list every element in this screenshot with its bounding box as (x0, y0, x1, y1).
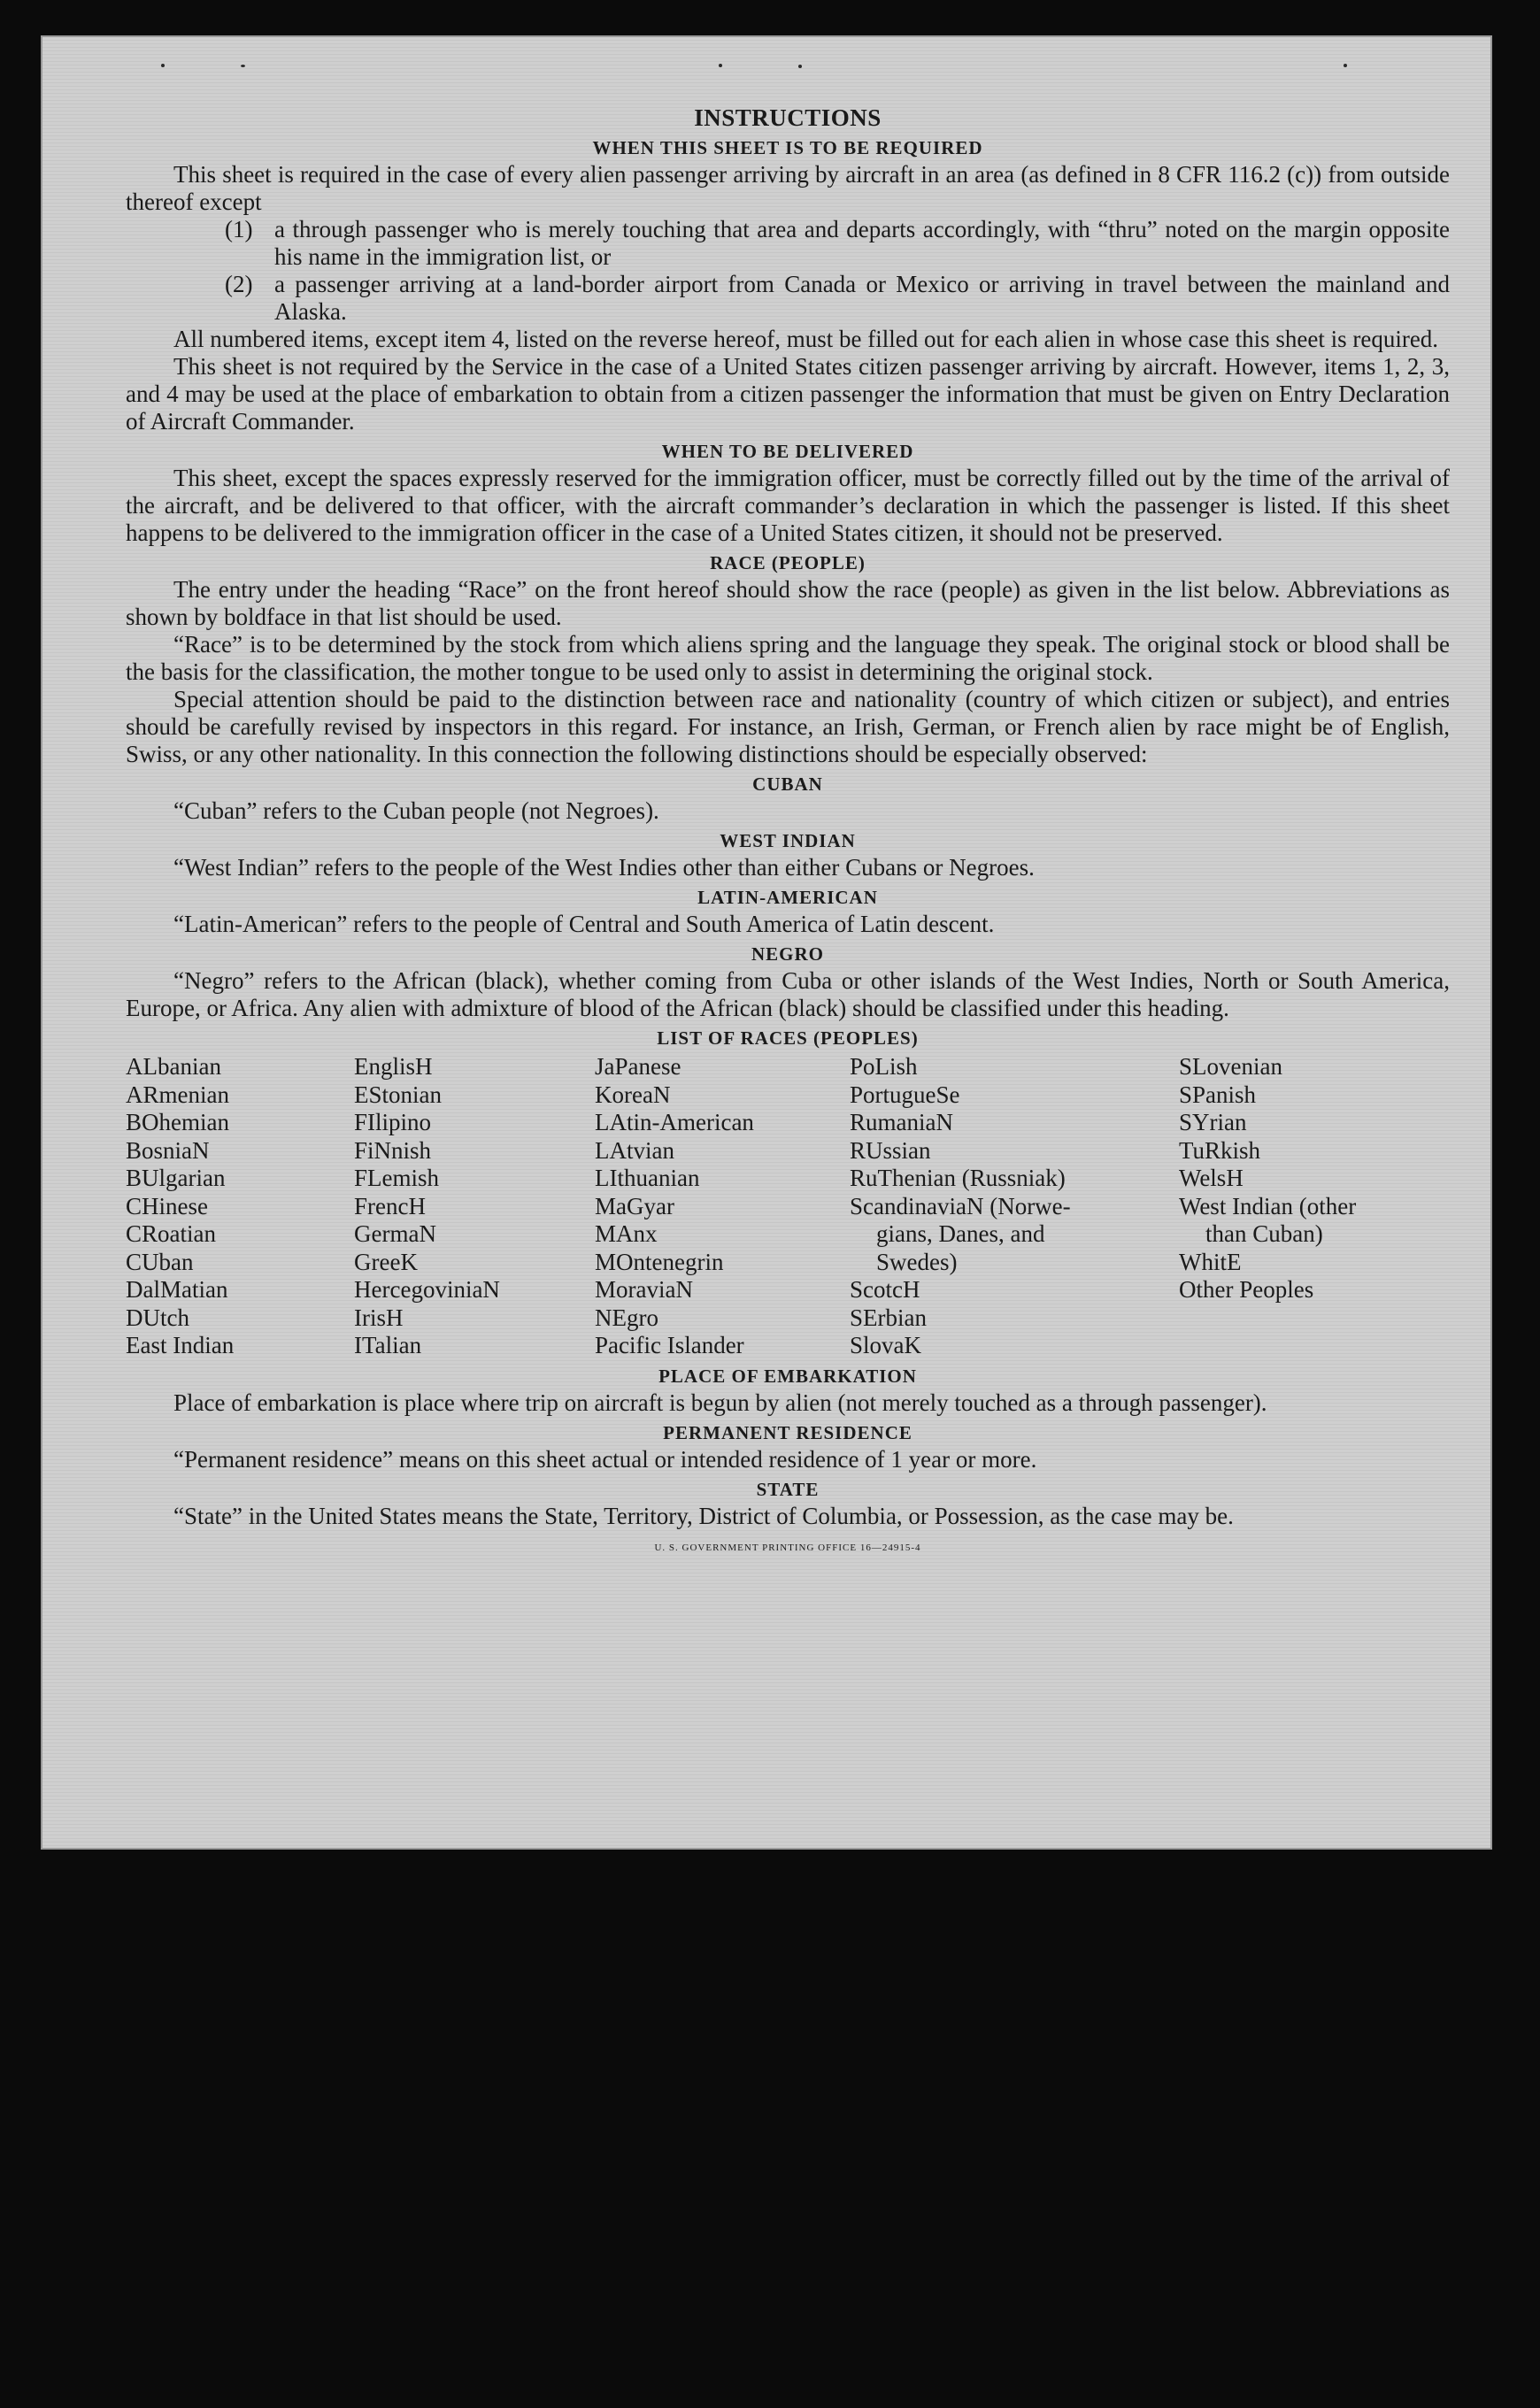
race-entry: DUtch (126, 1304, 189, 1331)
race-column (850, 1053, 1179, 1360)
race-entry: GreeK (354, 1248, 418, 1275)
race-entry: FIlipino (354, 1109, 432, 1135)
race-entry: PoLish (850, 1053, 918, 1080)
item-text: a passenger arriving at a land-border airport from Canada or Mexico or arriving in travel between the mainland and Alaska. (274, 271, 1450, 325)
race-entry: EnglisH (354, 1053, 433, 1080)
race-entry: CHinese (126, 1192, 208, 1219)
race-entry: SlovaK (850, 1332, 921, 1358)
race-entry: WelsH (1179, 1165, 1244, 1191)
heading-permanent-residence: PERMANENT RESIDENCE (663, 1421, 912, 1443)
heading-negro: NEGRO (751, 943, 824, 965)
heading-embarkation: PLACE OF EMBARKATION (658, 1365, 917, 1387)
race-entry: FLemish (354, 1165, 440, 1191)
intro-paragraph: This sheet is required in the case of every alien passenger arriving by aircraft in an area (as defined in 8 CFR 116.2 (c)) from outside thereof except (126, 161, 1450, 215)
negro-paragraph: “Negro” refers to the African (black), whether coming from Cuba or other islands of the West Indies, North or South America, Europe, or Africa. Any alien with admixture of blood of the African (black) should be classified under this heading. (126, 967, 1450, 1021)
race-entry: RumaniaN (850, 1109, 953, 1135)
race-paragraph-3: Special attention should be paid to the distinction between race and nationality (country of which citizen or subject), and entries should be carefully revised by inspectors in this regard. For instance, an Irish, German, or French alien by race might be of English, Swiss, or any other nationality. In this connection the following distinctions should be especially observed: (126, 686, 1450, 767)
heading-race: RACE (PEOPLE) (710, 552, 866, 573)
race-column (1179, 1053, 1450, 1360)
race-entry: EStonian (354, 1081, 442, 1108)
citizen-paragraph: This sheet is not required by the Service in the case of a United States citizen passenger arriving by aircraft. However, items 1, 2, 3, and 4 may be used at the place of embarkation to obtain from a citizen passenger the information that must be given on Entry Declaration of Aircraft Commander. (126, 353, 1450, 435)
west-indian-paragraph: “West Indian” refers to the people of the West Indies other than either Cubans or Negroes. (173, 854, 1035, 881)
race-entry: LAtvian (595, 1136, 674, 1164)
heading-west-indian: WEST INDIAN (720, 830, 856, 851)
race-entry: MoraviaN (595, 1276, 693, 1303)
heading-list-of-races: LIST OF RACES (PEOPLES) (657, 1027, 919, 1049)
race-column (595, 1053, 850, 1360)
item-number: (2) (225, 271, 253, 297)
race-entry: RuThenian (Russniak) (850, 1165, 1066, 1191)
race-entry: CRoatian (126, 1220, 216, 1247)
exception-item (126, 271, 1450, 326)
race-entry: CUban (126, 1248, 194, 1275)
race-entry: East Indian (126, 1332, 235, 1358)
race-entry: JaPanese (595, 1053, 681, 1080)
heading-cuban: CUBAN (752, 773, 823, 795)
race-entry: ScandinaviaN (Norwe- (850, 1192, 1071, 1219)
race-entry: FiNnish (354, 1136, 432, 1164)
race-entry: HercegoviniaN (354, 1276, 500, 1303)
race-entry: LAtin-American (595, 1109, 754, 1135)
embarkation-paragraph: Place of embarkation is place where trip on aircraft is begun by alien (not merely touched as a through passenger). (173, 1389, 1267, 1416)
race-column (126, 1053, 354, 1360)
race-entry: GermaN (354, 1220, 436, 1247)
race-entry: MaGyar (595, 1192, 674, 1219)
item-number: (1) (225, 216, 253, 242)
race-entry: TuRkish (1179, 1136, 1261, 1164)
instructions-body (126, 104, 1450, 1553)
heading-state: STATE (756, 1478, 820, 1500)
race-paragraph-2: “Race” is to be determined by the stock from which aliens spring and the language they speak. The original stock or blood shall be the basis for the classification, the mother tongue to be used only to assist in determining the original stock. (126, 631, 1450, 685)
residence-paragraph: “Permanent residence” means on this sheet actual or intended residence of 1 year or more. (173, 1445, 1037, 1473)
race-entry: PortugueSe (850, 1081, 960, 1108)
race-entry: West Indian (other (1179, 1192, 1357, 1219)
heading-when-delivered: WHEN TO BE DELIVERED (661, 441, 914, 462)
race-entry: DalMatian (126, 1276, 228, 1303)
race-entry: WhitE (1179, 1248, 1242, 1275)
race-entry: LIthuanian (595, 1165, 700, 1191)
race-entry: FrencH (354, 1192, 426, 1219)
race-entry: KoreaN (595, 1081, 671, 1108)
numbered-items-paragraph: All numbered items, except item 4, listed on the reverse hereof, must be filled out for each alien in whose case this sheet is required. (173, 326, 1439, 352)
race-entry: BUlgarian (126, 1165, 226, 1191)
cuban-paragraph: “Cuban” refers to the Cuban people (not Negroes). (173, 797, 659, 824)
race-entry: RUssian (850, 1136, 931, 1164)
race-paragraph-1: The entry under the heading “Race” on the front hereof should show the race (people) as given in the list below. Abbreviations as shown by boldface in that list should be used. (126, 576, 1450, 630)
latin-american-paragraph: “Latin-American” refers to the people of Central and South America of Latin descent. (173, 911, 995, 937)
race-entry: MAnx (595, 1220, 658, 1247)
heading-latin-american: LATIN-AMERICAN (697, 887, 878, 908)
race-entry: than Cuban) (1205, 1220, 1323, 1247)
state-paragraph: “State” in the United States means the State, Territory, District of Columbia, or Possession, as the case may be. (173, 1502, 1234, 1529)
race-entry: Other Peoples (1179, 1276, 1314, 1303)
item-text: a through passenger who is merely touching that area and departs accordingly, with “thru” noted on the margin opposite his name in the immigration list, or (274, 216, 1450, 270)
race-entry: SPanish (1179, 1081, 1257, 1108)
race-entry: BOhemian (126, 1109, 229, 1135)
exception-item (126, 216, 1450, 271)
race-entry: ITalian (354, 1332, 422, 1358)
race-entry: BosniaN (126, 1136, 210, 1164)
race-entry: MOntenegrin (595, 1248, 724, 1275)
race-entry: ScotcH (850, 1276, 920, 1303)
race-entry: Swedes) (876, 1248, 958, 1275)
race-entry: ARmenian (126, 1081, 229, 1108)
race-entry: ALbanian (126, 1053, 221, 1080)
race-entry: SLovenian (1179, 1053, 1282, 1080)
race-list (126, 1053, 1450, 1360)
race-entry: Pacific Islander (595, 1332, 744, 1358)
page-title: INSTRUCTIONS (694, 104, 882, 131)
race-entry: gians, Danes, and (876, 1220, 1045, 1247)
heading-when-required: WHEN THIS SHEET IS TO BE REQUIRED (592, 137, 983, 158)
race-entry: SYrian (1179, 1109, 1247, 1135)
race-column (354, 1053, 595, 1360)
race-entry: SErbian (850, 1304, 927, 1331)
race-entry: IrisH (354, 1304, 404, 1331)
document-sheet (41, 35, 1492, 1850)
printing-office-footer: U. S. GOVERNMENT PRINTING OFFICE 16—24915-4 (654, 1542, 921, 1553)
race-entry: NEgro (595, 1304, 658, 1331)
delivery-paragraph: This sheet, except the spaces expressly reserved for the immigration officer, must be correctly filled out by the time of the arrival of the aircraft, and be delivered to that officer, with the aircraft commander’s declaration in which the passenger is listed. If this sheet happens to be delivered to the immigration officer in the case of a United States citizen, it should not be preserved. (126, 465, 1450, 546)
